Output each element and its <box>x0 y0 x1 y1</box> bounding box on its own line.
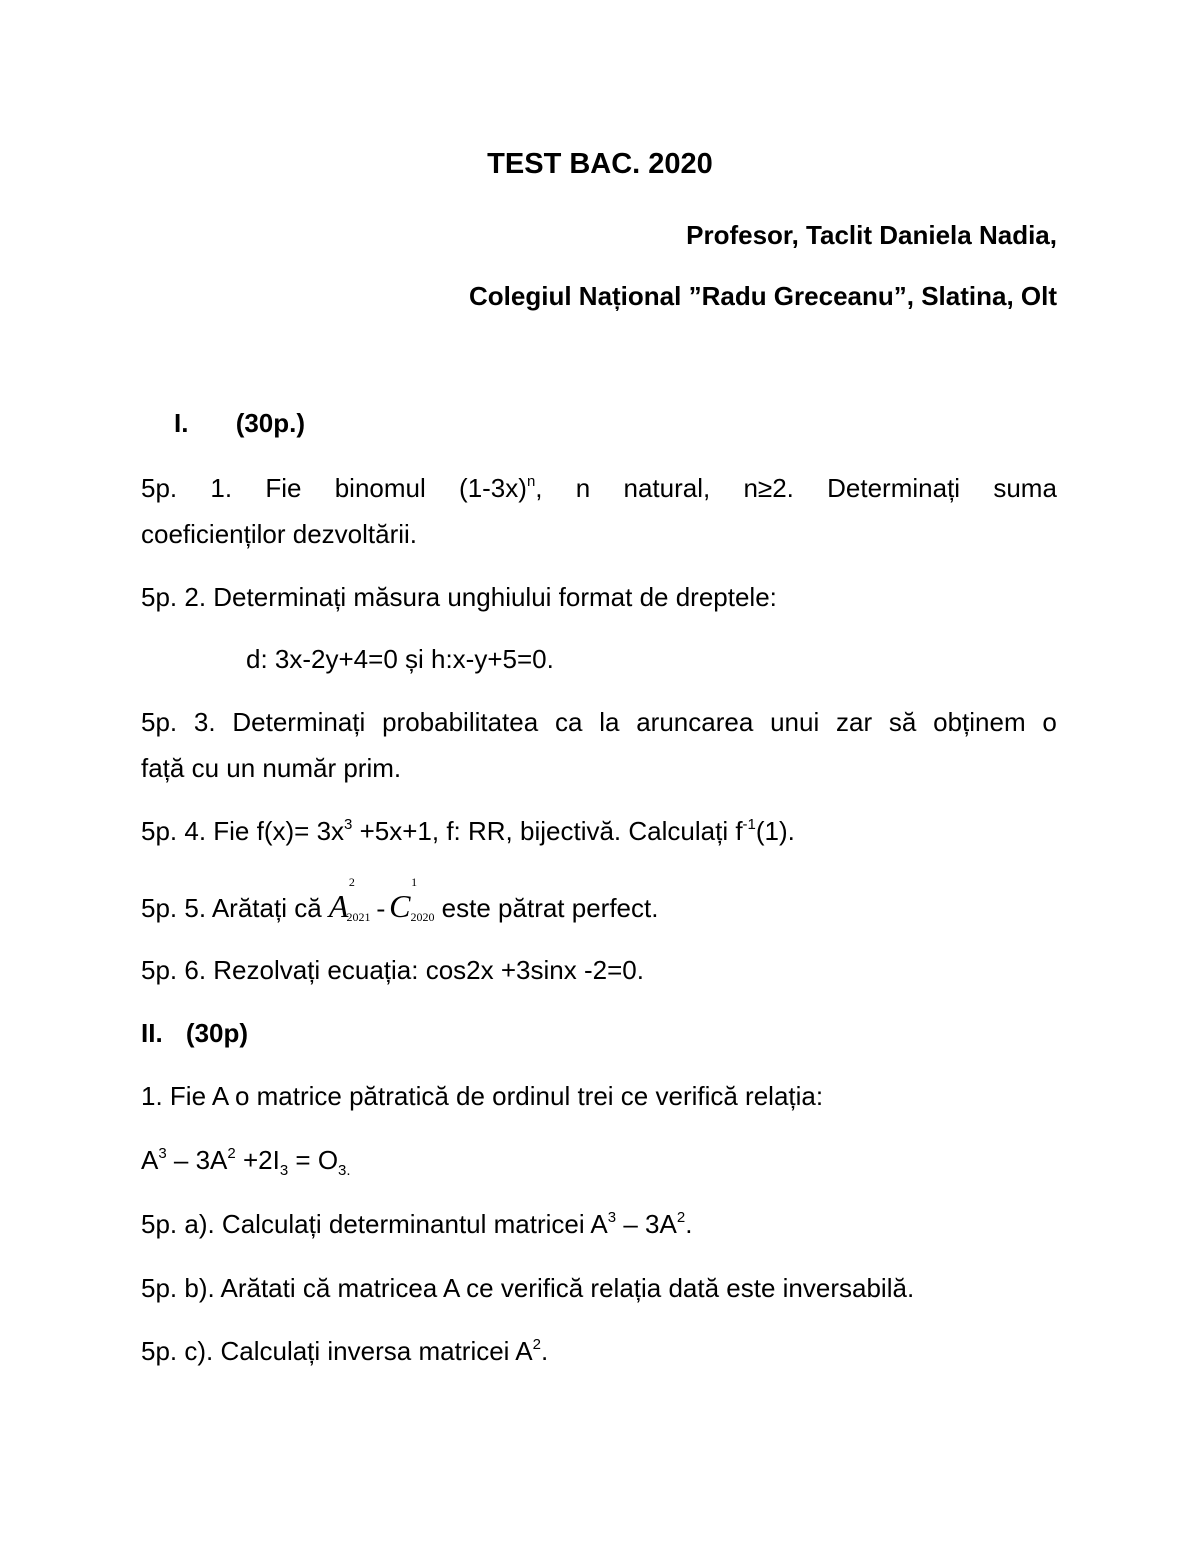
question-6: 5p. 6. Rezolvați ecuația: cos2x +3sinx -2=0. <box>141 955 644 985</box>
problem-1a: 5p. a). Calculați determinantul matricei $A^3 - 3A^2$. <box>141 1209 693 1239</box>
q1-word: Fie <box>265 473 302 503</box>
page-title: TEST BAC. 2020 <box>487 148 713 180</box>
q3-word: obținem <box>933 707 1026 737</box>
question-2: 5p. 2. Determinați măsura unghiului format de dreptele: <box>141 582 777 612</box>
q3-word: să <box>888 707 917 737</box>
q1-word: natural, <box>623 473 711 503</box>
section-i-points: (30p.) <box>235 408 306 438</box>
problem-1b: 5p. b). Arătati că matricea A ce verifică relația dată este inversabilă. <box>141 1273 915 1303</box>
q1-word: n≥2. <box>743 473 794 503</box>
q3-word: 3. <box>193 707 216 737</box>
problem-1-statement: 1. Fie A o matrice pătratică de ordinul trei ce verifică relația: <box>141 1081 824 1111</box>
question-1-line2: coeficienților dezvoltării. <box>141 519 418 549</box>
question-3-line1 <box>141 709 1057 735</box>
q3-word: unui <box>770 707 820 737</box>
q1-word: Determinați <box>827 473 961 503</box>
q1-word: 1. <box>210 473 233 503</box>
author-line: Profesor, Taclit Daniela Nadia, <box>686 220 1057 250</box>
arrangement-formula: A 2 2021 <box>328 875 371 924</box>
question-4: 5p. 4. Fie $f(x)= 3x^3 +5x+1$, f: RR, bijectivă. Calculați $f^{-1}(1)$. <box>141 816 795 846</box>
section-i-numeral: I. <box>174 408 189 438</box>
q3-word: zar <box>835 707 873 737</box>
combination-formula: C 1 2020 <box>389 875 435 924</box>
q1-word: suma <box>993 473 1057 503</box>
problem-1c: 5p. c). Calculați inversa matricei $A^2$. <box>141 1336 549 1366</box>
question-2-equations: d: 3x-2y+4=0 și h:x-y+5=0. <box>246 644 554 674</box>
q3-word: 5p. <box>141 707 178 737</box>
q3-word: aruncarea <box>636 707 754 737</box>
q3-word: ca <box>554 707 583 737</box>
q3-word: la <box>599 707 620 737</box>
section-ii-points: (30p) <box>185 1018 249 1048</box>
q3-word: Determinați <box>232 707 366 737</box>
question-1-line1 <box>141 475 1057 501</box>
question-3-line2: față cu un număr prim. <box>141 753 402 783</box>
q1-word: 5p. <box>141 473 178 503</box>
section-ii-numeral: II. <box>141 1018 163 1048</box>
q1-word: binomul <box>334 473 426 503</box>
section-i-heading <box>174 410 305 436</box>
section-ii-heading <box>141 1020 248 1046</box>
q3-word: probabilitatea <box>382 707 539 737</box>
matrix-relation: $A^3 - 3A^2 +2I_3 = O_{3.}$ <box>141 1145 351 1179</box>
school-line: Colegiul Național ”Radu Greceanu”, Slatina, Olt <box>469 281 1057 311</box>
q1-word: n <box>575 473 591 503</box>
question-5: 5p. 5. Arătați că A 2 2021 - C 1 2020 este pătrat perfect. <box>141 875 659 924</box>
q3-word: o <box>1042 707 1057 737</box>
q1-binom: $(1-3x)^n$, <box>459 473 543 503</box>
